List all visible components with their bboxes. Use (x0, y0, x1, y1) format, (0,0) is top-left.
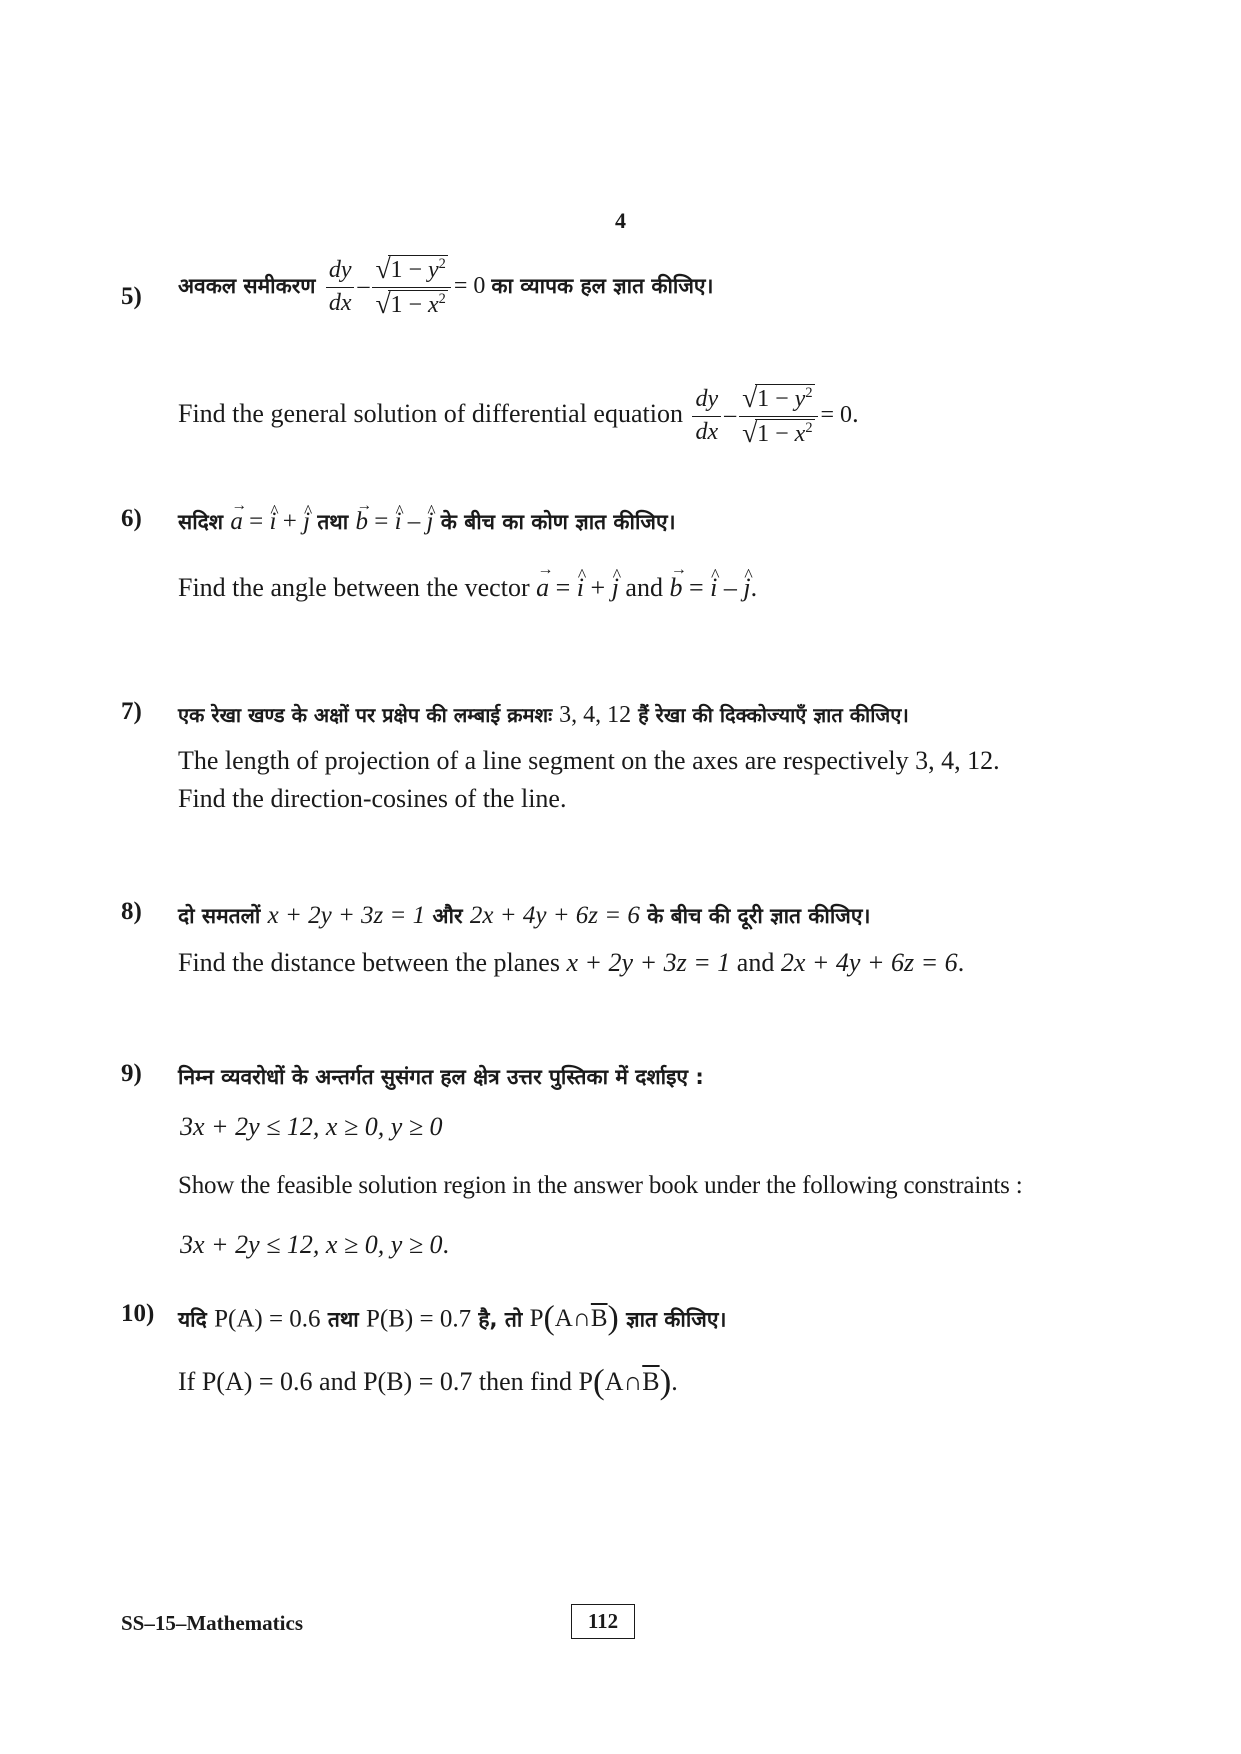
question-5-number: 5) (121, 283, 142, 310)
q5-english-equation: $\frac{dy}{dx}$ – √ $1 - y^2$ √ $1 - x^2$ = 0 (689, 402, 852, 428)
question-7-number: 7) (121, 698, 142, 725)
q5-hindi-after: का व्यापक हल ज्ञात कीजिए। (491, 274, 714, 298)
question-8-number: 8) (121, 898, 142, 925)
question-6-english: Find the angle between the vector → a = ^ i + ^ j and → b = ^ i – ^ j. (178, 573, 757, 603)
q5-english-before: Find the general solution of differential equation (178, 399, 683, 428)
question-9-constraints-2: 3x + 2y ≤ 12, x ≥ 0, y ≥ 0. (180, 1230, 450, 1259)
question-9-english: Show the feasible solution region in the answer book under the following constraints : (178, 1172, 1023, 1199)
question-6-hindi: सदिश → a = ^ i + ^ j तथा → b = ^ i – ^ j के बीच का कोण ज्ञात कीजिए। (178, 508, 676, 536)
question-10-hindi: यदि P(A) = 0.6 तथा P(B) = 0.7 है, तो $P(A\cap\overline{B})$ ज्ञात कीजिए। (178, 1300, 727, 1337)
q5-hindi-before: अवकल समीकरण (178, 274, 316, 298)
question-10-number: 10) (121, 1300, 155, 1327)
question-9-constraints-1: 3x + 2y ≤ 12, x ≥ 0, y ≥ 0 (180, 1112, 443, 1141)
question-8-hindi: दो समतलों x + 2y + 3z = 1 और 2x + 4y + 6z = 6 के बीच की दूरी ज्ञात कीजिए। (178, 902, 871, 929)
question-8-english: Find the distance between the planes x + 2y + 3z = 1 and 2x + 4y + 6z = 6. (178, 948, 965, 977)
question-7-english-line1: The length of projection of a line segment on the axes are respectively 3, 4, 12. (178, 746, 1000, 775)
question-6-number: 6) (121, 505, 142, 532)
question-9-hindi: निम्न व्यवरोधों के अन्तर्गत सुसंगत हल क्षेत्र उत्तर पुस्तिका में दर्शाइए : (178, 1065, 704, 1089)
question-7-hindi: एक रेखा खण्ड के अक्षों पर प्रक्षेप की लम्बाई क्रमशः 3, 4, 12 हैं रेखा की दिक्कोज्याएँ ज्ञात कीजिए। (178, 702, 909, 728)
page-number: 4 (615, 208, 626, 233)
question-9-number: 9) (121, 1060, 142, 1087)
question-5-hindi (178, 250, 714, 322)
question-5-english: Find the general solution of differential equation $\frac{dy}{dx}$ – √ $1 - y^2$ √ $1 - x^2$ = 0. (178, 382, 859, 448)
q5-hindi-equation: $\frac{dy}{dx}$ – √ $1 - y^2$ √ $1 - x^2$ = 0 (323, 273, 492, 299)
footer-subject-code: SS–15–Mathematics (121, 1611, 303, 1635)
footer-page-box: 112 (571, 1604, 635, 1639)
question-7-english-line2: Find the direction-cosines of the line. (178, 784, 567, 813)
question-10-english: If P(A) = 0.6 and P(B) = 0.7 then find $P(A\cap\overline{B})$. (178, 1362, 678, 1401)
